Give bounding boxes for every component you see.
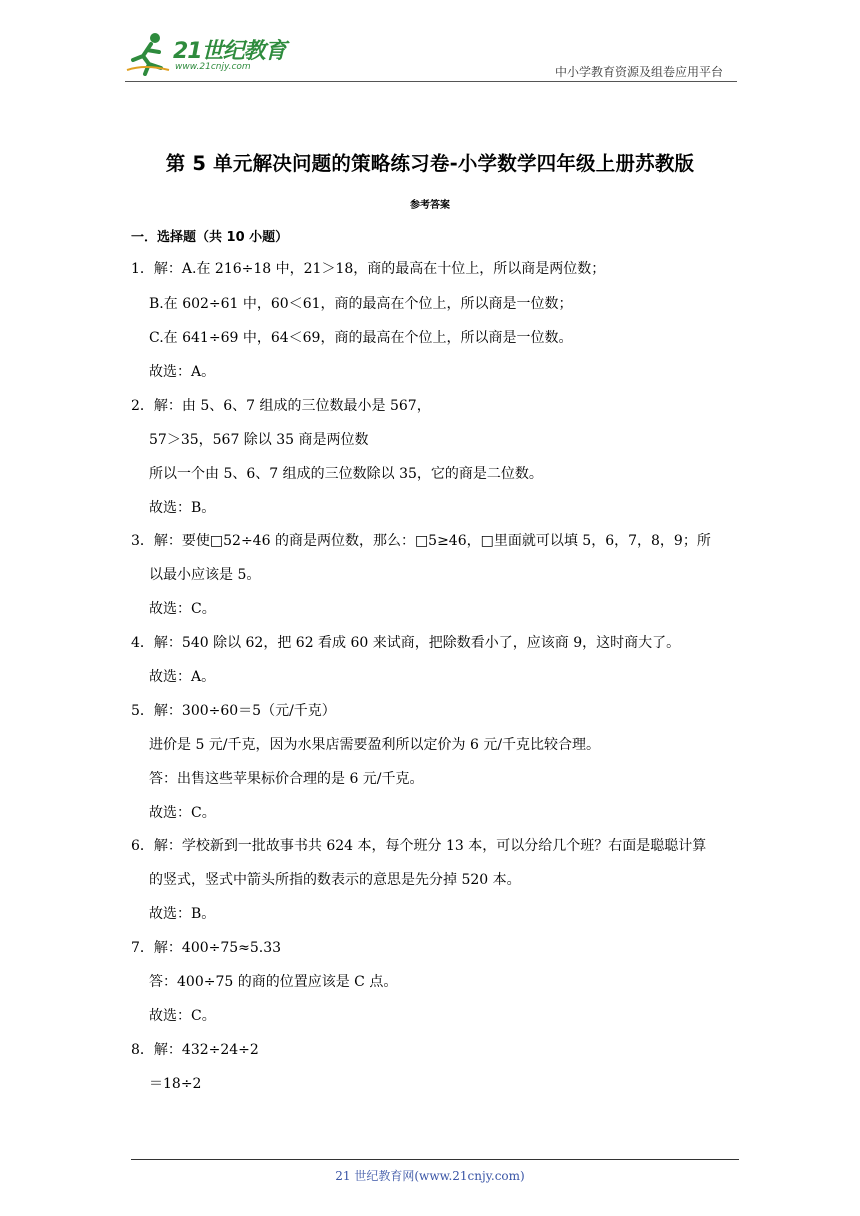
answer-line: 故选：C。 xyxy=(149,601,216,617)
answer-line: C.在 641÷69 中，64＜69，商的最高在个位上，所以商是一位数。 xyxy=(149,330,573,346)
answer-line: 故选：C。 xyxy=(149,805,216,821)
answer-line: 2．解：由 5、6、7 组成的三位数最小是 567， xyxy=(131,398,431,414)
answer-line: 故选：A。 xyxy=(149,364,216,380)
answer-line: 5．解：300÷60＝5（元/千克） xyxy=(131,703,336,719)
answer-line: B.在 602÷61 中，60＜61，商的最高在个位上，所以商是一位数； xyxy=(149,296,573,312)
answer-line: 故选：B。 xyxy=(149,500,216,516)
answer-line: 以最小应该是 5。 xyxy=(149,567,261,583)
logo-url: www.21cnjy.com xyxy=(175,62,251,72)
footer-link[interactable]: 21 世纪教育网(www.21cnjy.com) xyxy=(335,1169,525,1183)
answer-line: 故选：A。 xyxy=(149,669,216,685)
answer-key-label: 参考答案 xyxy=(410,200,450,211)
section-heading: 一．选择题（共 10 小题） xyxy=(131,230,289,245)
answer-line: 7．解：400÷75≈5.33 xyxy=(131,940,282,956)
logo-text: 21世纪教育 xyxy=(173,39,286,64)
answer-line: 故选：B。 xyxy=(149,906,216,922)
answer-line: 8．解：432÷24÷2 xyxy=(131,1042,259,1058)
answer-line: 4．解：540 除以 62，把 62 看成 60 来试商，把除数看小了，应该商 9，这时商大了。 xyxy=(131,635,681,651)
site-name: 中小学教育资源及组卷应用平台 xyxy=(554,65,723,79)
site-logo xyxy=(125,30,295,76)
footer-divider xyxy=(131,1159,739,1160)
runner-logo-icon xyxy=(125,30,173,76)
answer-line: 答：400÷75 的商的位置应该是 C 点。 xyxy=(149,974,398,990)
answer-line: 答：出售这些苹果标价合理的是 6 元/千克。 xyxy=(149,771,424,787)
answer-line: 1．解：A.在 216÷18 中，21＞18，商的最高在十位上，所以商是两位数； xyxy=(131,261,606,277)
answer-line: 3．解：要使□52÷46 的商是两位数，那么：□5≥46，□里面就可以填 5，6，7，8，9；所 xyxy=(131,533,711,549)
answer-line: 57＞35，567 除以 35 商是两位数 xyxy=(149,432,369,448)
answer-line: ＝18÷2 xyxy=(149,1076,202,1092)
header-divider xyxy=(125,81,737,82)
page-title: 第 5 单元解决问题的策略练习卷-小学数学四年级上册苏教版 xyxy=(165,152,695,175)
answer-line: 故选：C。 xyxy=(149,1008,216,1024)
answer-line: 6．解：学校新到一批故事书共 624 本，每个班分 13 本，可以分给几个班？右面是聪聪计算 xyxy=(131,838,707,854)
answer-line: 所以一个由 5、6、7 组成的三位数除以 35，它的商是二位数。 xyxy=(149,466,543,482)
answer-line: 进价是 5 元/千克，因为水果店需要盈利所以定价为 6 元/千克比较合理。 xyxy=(149,737,601,753)
page-header xyxy=(125,30,737,82)
answer-line: 的竖式，竖式中箭头所指的数表示的意思是先分掉 520 本。 xyxy=(149,872,521,888)
